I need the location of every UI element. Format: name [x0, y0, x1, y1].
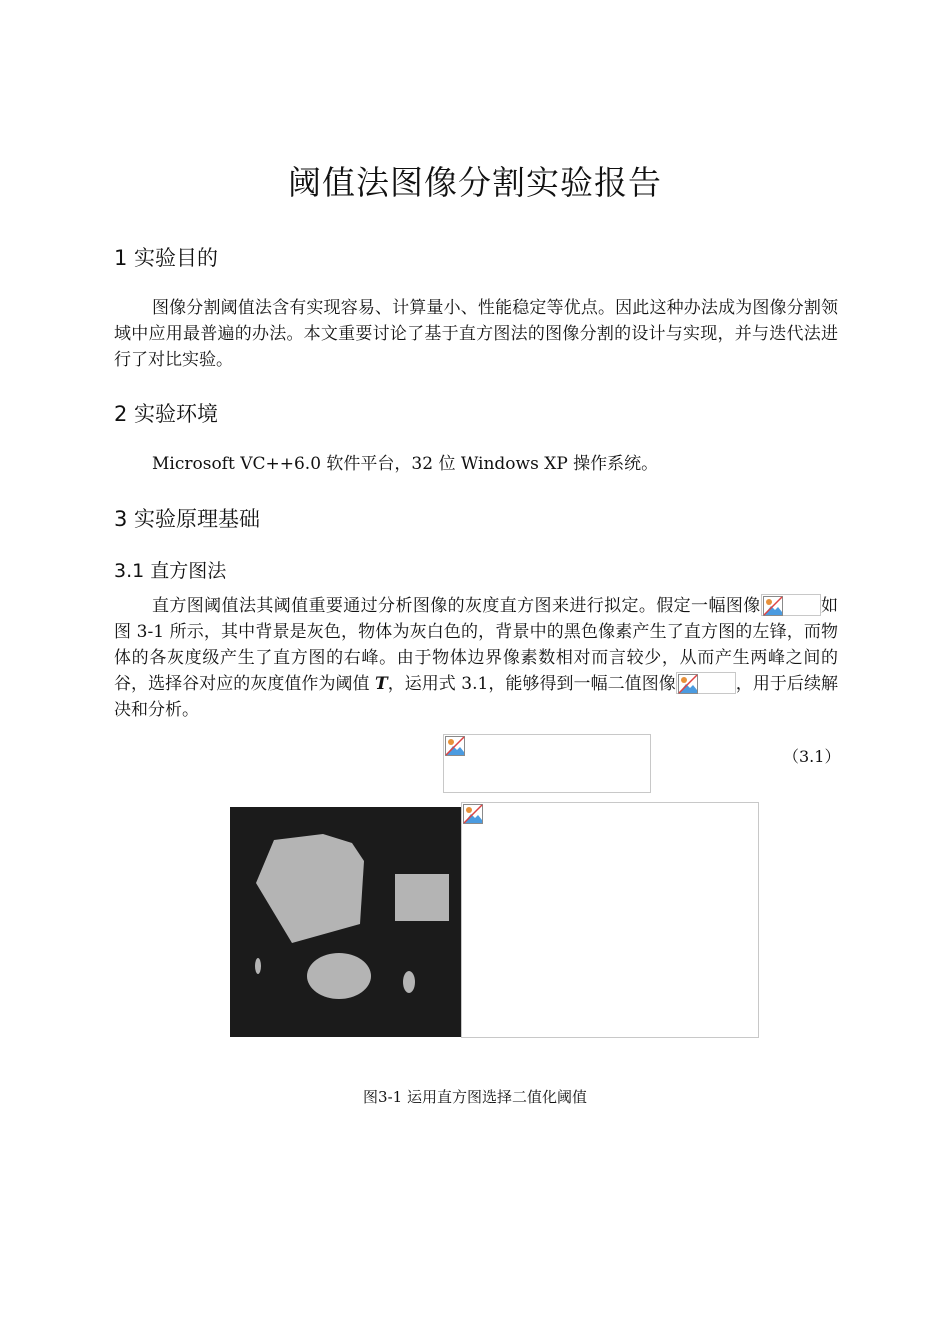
section-text-purpose: 图像分割阈值法含有实现容易、计算量小、性能稳定等优点。因此这种办法成为图像分割领域中应用最普遍的办法。本文重要讨论了基于直方图法的图像分割的设计与实现，并与迭代法进行了对比实验。 [114, 298, 838, 370]
section-heading-environment: 2 实验环境 [114, 402, 219, 426]
histogram-text-d: ，用于后续解决和分析。 [114, 674, 838, 720]
section-text-environment: Microsoft VC++6.0 软件平台，32 位 Windows XP 操作系统。 [152, 454, 659, 474]
histogram-image-placeholder [461, 802, 759, 1038]
equation-image-placeholder [443, 734, 651, 793]
histogram-text-b: 如图 3-1 所示，其中背景是灰色，物体为灰白色的，背景中的黑色像素产生了直方图的左锋，而物体的各灰度级产生了直方图的右峰。由于物体边界像素数相对而言较少，从而产生两峰之间的谷，选择谷对应的灰度值作为阈值 [114, 596, 838, 694]
rectangle-object [395, 874, 449, 921]
threshold-symbol: T [375, 674, 388, 694]
histogram-text-c: ，运用式 3.1，能够得到一幅二值图像 [387, 674, 676, 694]
page-title: 阈值法图像分割实验报告 [288, 163, 662, 202]
histogram-text-a: 直方图阈值法其阈值重要通过分析图像的灰度直方图来进行拟定。假定一幅图像 [152, 596, 761, 616]
inline-image-placeholder [761, 594, 821, 616]
small-ellipse-object [255, 958, 261, 974]
figure-caption: 图3-1 运用直方图选择二值化阈值 [363, 1088, 587, 1106]
subsection-heading-histogram: 3.1 直方图法 [114, 560, 227, 582]
broken-image-icon [463, 804, 483, 824]
broken-image-icon [445, 736, 465, 756]
broken-image-icon [678, 674, 698, 694]
equation-number: （3.1） [783, 747, 841, 766]
histogram-paragraph [114, 593, 838, 723]
section-heading-principles: 3 实验原理基础 [114, 507, 261, 531]
inline-image-placeholder [676, 672, 736, 694]
sample-grayscale-image [230, 807, 462, 1037]
broken-image-icon [763, 596, 783, 616]
section-heading-purpose: 1 实验目的 [114, 246, 219, 270]
medium-ellipse-object [403, 971, 415, 993]
large-ellipse-object [307, 953, 371, 999]
